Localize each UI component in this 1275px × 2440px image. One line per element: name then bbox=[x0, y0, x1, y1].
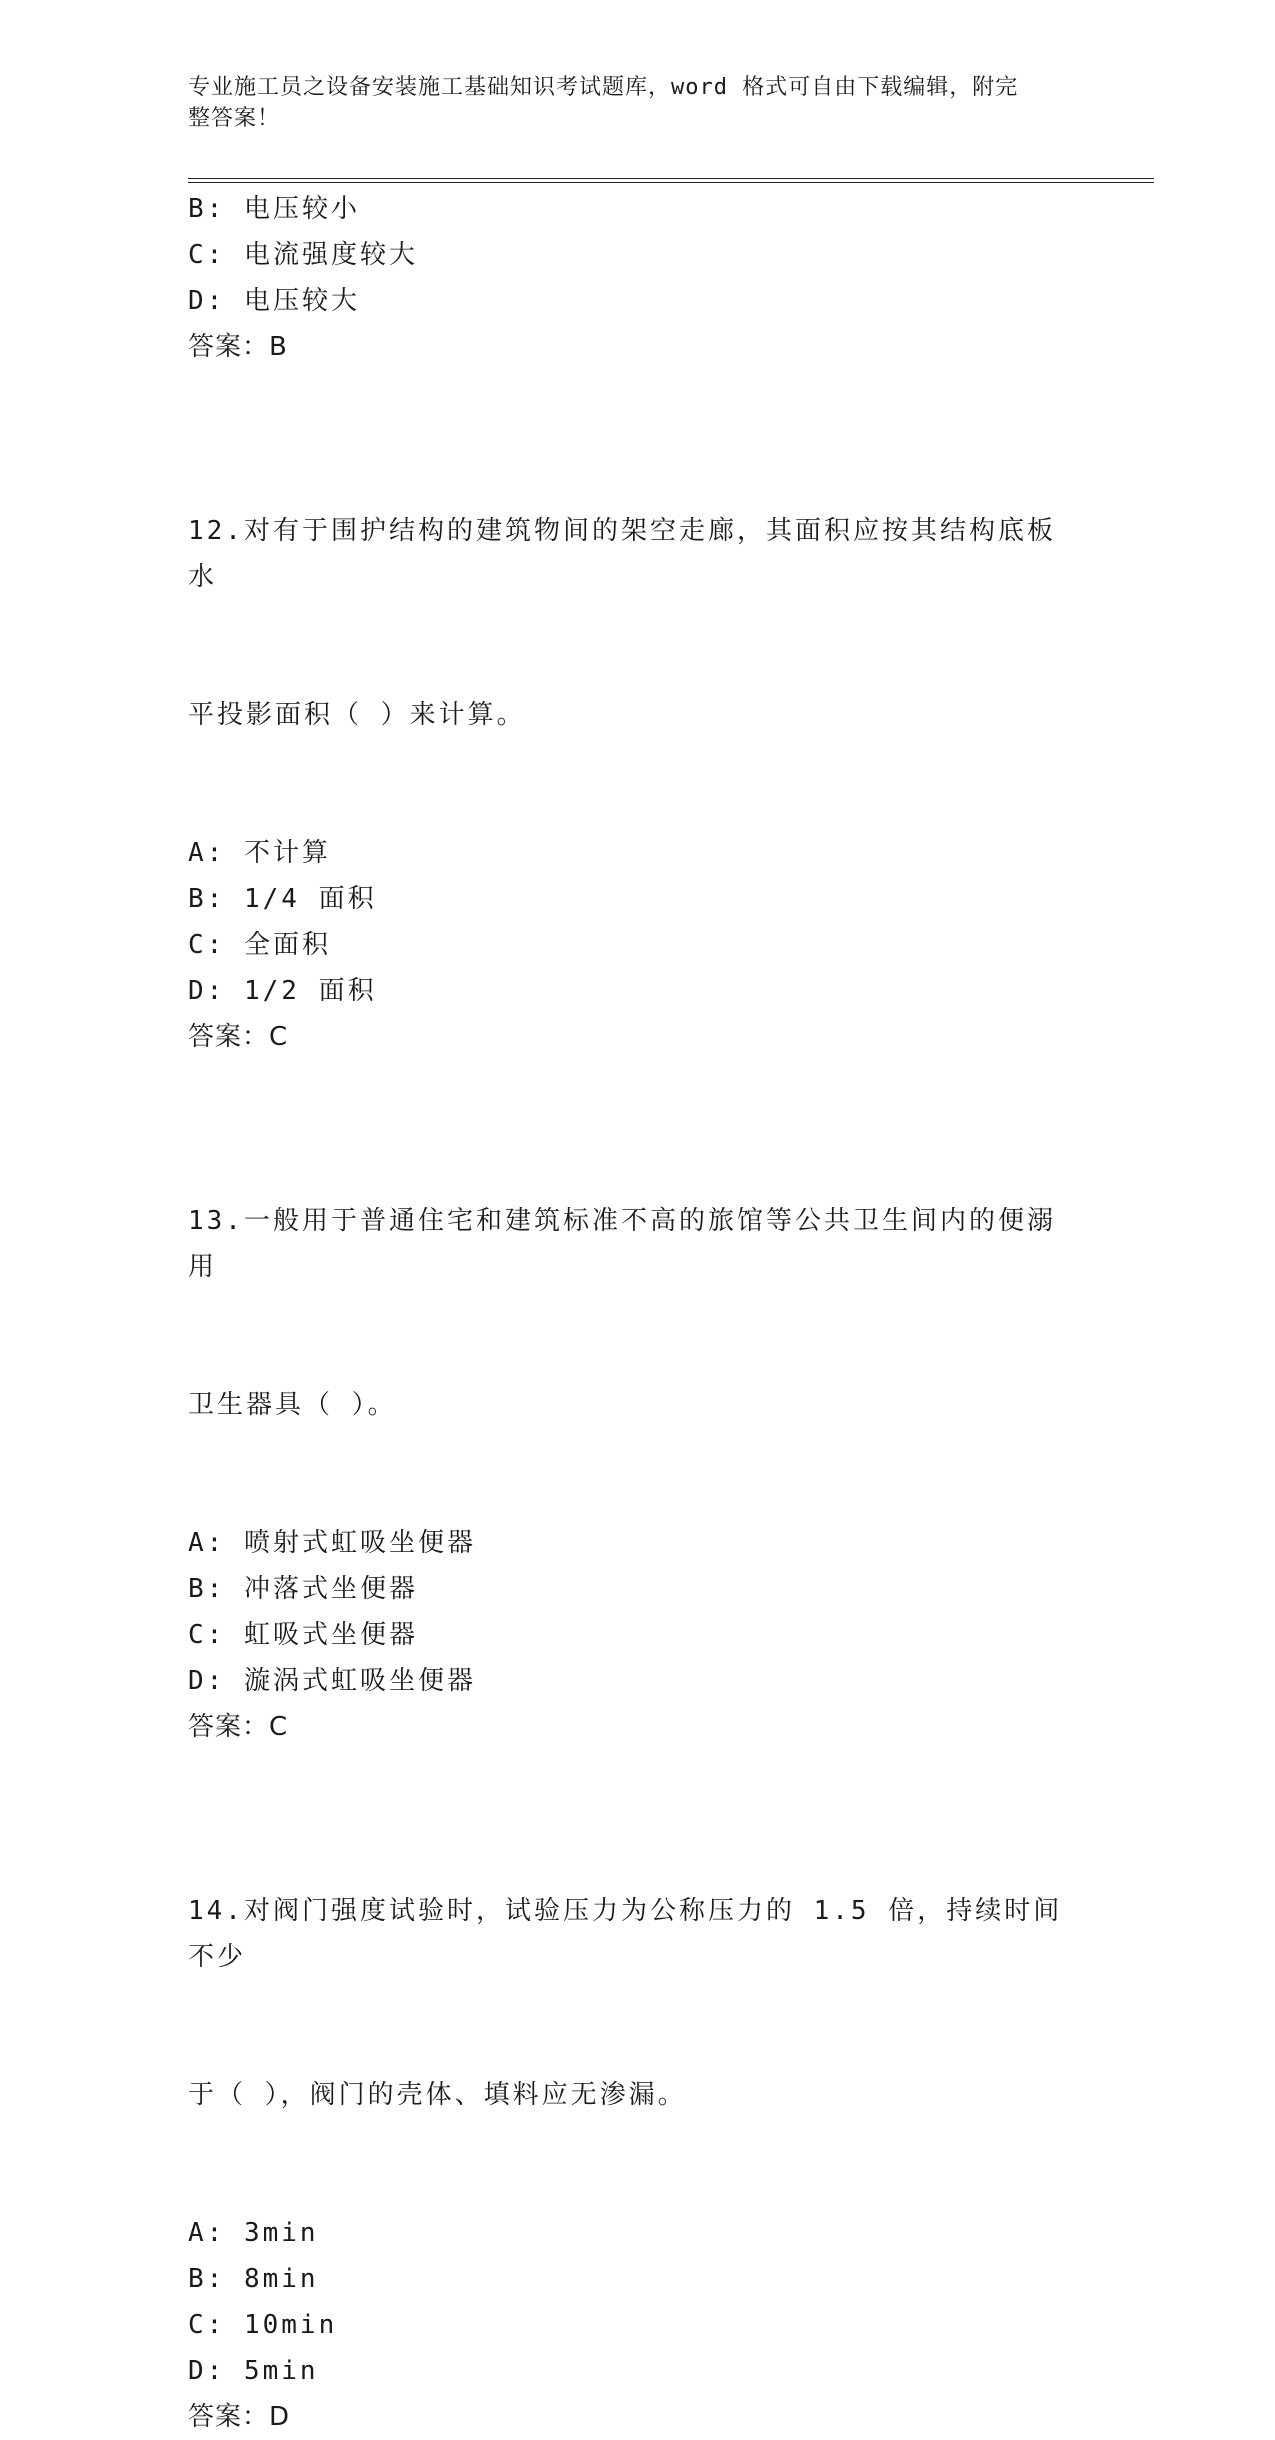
question-stem-line-1: 14.对阀门强度试验时，试验压力为公称压力的 1.5 倍，持续时间不少 bbox=[188, 1896, 1063, 1972]
option-d bbox=[188, 968, 1088, 1014]
option-key: A: bbox=[188, 2218, 226, 2248]
option-text: 1/2 面积 bbox=[243, 976, 377, 1006]
option-c bbox=[188, 922, 1088, 968]
option-c bbox=[188, 1612, 1088, 1658]
document-header bbox=[188, 72, 1068, 134]
option-text: 漩涡式虹吸坐便器 bbox=[243, 1666, 476, 1696]
option-text: 喷射式虹吸坐便器 bbox=[243, 1528, 476, 1558]
answer-line: 答案：C bbox=[188, 1022, 289, 1052]
question-fragment bbox=[188, 186, 1088, 370]
option-key: D: bbox=[188, 286, 226, 316]
question-stem bbox=[188, 1796, 1078, 2210]
option-c bbox=[188, 2302, 1088, 2348]
option-text: 电压较大 bbox=[243, 286, 360, 316]
option-a bbox=[188, 2210, 1088, 2256]
option-text: 10min bbox=[243, 2310, 338, 2340]
question-12 bbox=[188, 416, 1088, 1060]
option-key: C: bbox=[188, 1620, 226, 1650]
option-key: A: bbox=[188, 1528, 226, 1558]
header-line-2: 整答案！ bbox=[188, 106, 281, 131]
option-text: 虹吸式坐便器 bbox=[243, 1620, 418, 1650]
option-text: 8min bbox=[243, 2264, 319, 2294]
option-text: 3min bbox=[243, 2218, 319, 2248]
option-d bbox=[188, 1658, 1088, 1704]
question-stem-line-2: 平投影面积（ ）来计算。 bbox=[188, 700, 526, 730]
option-b bbox=[188, 186, 1088, 232]
option-c bbox=[188, 232, 1088, 278]
answer-line: 答案：D bbox=[188, 2402, 291, 2432]
question-stem-line-1: 13.一般用于普通住宅和建筑标准不高的旅馆等公共卫生间内的便溺用 bbox=[188, 1206, 1056, 1282]
option-key: D: bbox=[188, 976, 226, 1006]
option-a bbox=[188, 1520, 1088, 1566]
option-a bbox=[188, 830, 1088, 876]
question-stem-line-2: 于（ ），阀门的壳体、填料应无渗漏。 bbox=[188, 2080, 687, 2110]
answer-line: 答案：B bbox=[188, 332, 288, 362]
option-text: 电压较小 bbox=[243, 194, 360, 224]
option-text: 不计算 bbox=[243, 838, 331, 868]
option-text: 全面积 bbox=[243, 930, 331, 960]
option-b bbox=[188, 2256, 1088, 2302]
header-line-1: 专业施工员之设备安装施工基础知识考试题库，word 格式可自由下载编辑，附完 bbox=[188, 75, 1019, 100]
option-b bbox=[188, 876, 1088, 922]
option-key: B: bbox=[188, 2264, 226, 2294]
option-key: A: bbox=[188, 838, 226, 868]
option-key: B: bbox=[188, 1574, 226, 1604]
question-stem-line-2: 卫生器具（ ）。 bbox=[188, 1390, 397, 1420]
question-stem bbox=[188, 1106, 1078, 1520]
option-key: C: bbox=[188, 930, 226, 960]
question-13 bbox=[188, 1106, 1088, 1750]
document-body bbox=[188, 186, 1088, 2440]
question-14 bbox=[188, 1796, 1088, 2440]
option-key: C: bbox=[188, 240, 226, 270]
option-d bbox=[188, 2348, 1088, 2394]
option-key: B: bbox=[188, 884, 226, 914]
option-key: D: bbox=[188, 1666, 226, 1696]
option-d bbox=[188, 278, 1088, 324]
option-text: 1/4 面积 bbox=[243, 884, 377, 914]
option-b bbox=[188, 1566, 1088, 1612]
option-text: 5min bbox=[243, 2356, 319, 2386]
question-stem bbox=[188, 416, 1078, 830]
option-key: B: bbox=[188, 194, 226, 224]
header-divider bbox=[188, 178, 1154, 183]
answer-line: 答案：C bbox=[188, 1712, 289, 1742]
option-text: 电流强度较大 bbox=[243, 240, 418, 270]
option-key: C: bbox=[188, 2310, 226, 2340]
option-text: 冲落式坐便器 bbox=[243, 1574, 418, 1604]
option-key: D: bbox=[188, 2356, 226, 2386]
question-stem-line-1: 12.对有于围护结构的建筑物间的架空走廊，其面积应按其结构底板水 bbox=[188, 516, 1056, 592]
